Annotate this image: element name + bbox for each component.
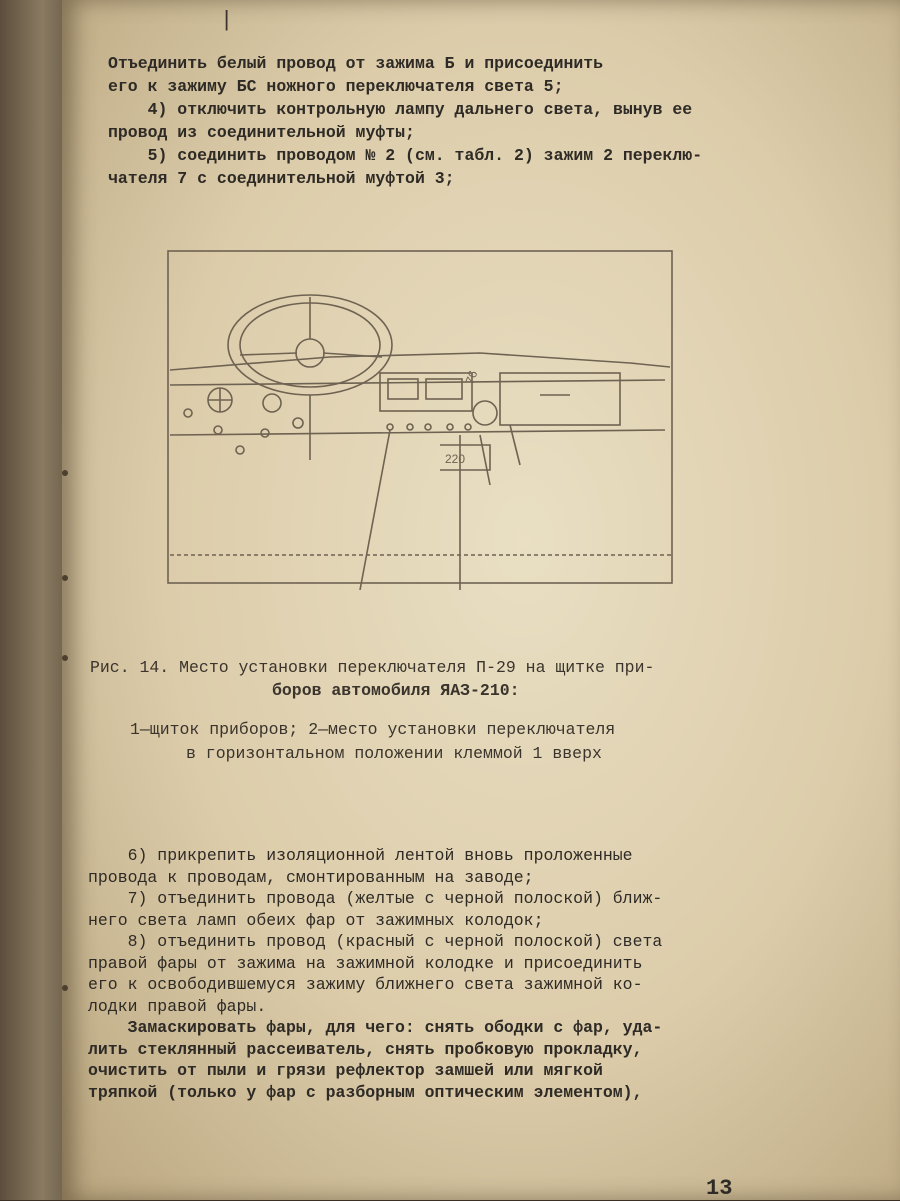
figure-legend <box>130 718 615 766</box>
caption-line: боров автомобиля ЯАЗ-210: <box>272 681 520 700</box>
text-line: правой фары от зажима на зажимной колодке и присоединить <box>88 953 643 973</box>
text-line: тряпкой (только у фар с разборным оптическим элементом), <box>88 1082 643 1102</box>
legend-line: 1—щиток приборов; 2—место установки переключателя <box>130 720 616 739</box>
text-line: лить стеклянный рассеиватель, снять пробковую прокладку, <box>88 1039 643 1059</box>
text-line: 4) отключить контрольную лампу дальнего света, вынув ее <box>108 100 693 119</box>
text-line: него света ламп обеих фар от зажимных колодок; <box>88 910 544 930</box>
figure-caption <box>90 656 770 702</box>
intro-paragraph <box>108 52 702 190</box>
text-line: чателя 7 с соединительной муфтой 3; <box>108 169 455 188</box>
text-line: его к освободившемуся зажиму ближнего света зажимной ко- <box>88 975 643 994</box>
text-line: очистить от пыли и грязи рефлектор замшей или мягкой <box>88 1061 603 1080</box>
switch-mount <box>473 401 497 425</box>
figure-label-220: 220 <box>445 452 466 466</box>
text-line: провода к проводам, смонтированным на заводе; <box>88 867 534 887</box>
text-line: 8) отъединить провод (красный с черной полоской) света <box>88 932 663 951</box>
text-line: Замаскировать фары, для чего: снять ободки с фар, уда- <box>88 1018 663 1037</box>
diagram-frame <box>168 251 672 583</box>
text-line: 5) соединить проводом № 2 (см. табл. 2) зажим 2 переклю- <box>108 146 703 165</box>
text-line: 7) отъединить провода (желтые с черной полоской) ближ- <box>88 889 663 908</box>
text-line: его к зажиму БС ножного переключателя света 5; <box>108 77 564 96</box>
page-top-mark: | <box>220 8 234 33</box>
steering-hub <box>296 339 324 367</box>
text-line: Отъединить белый провод от зажима Б и присоединить <box>108 54 604 73</box>
text-line: лодки правой фары. <box>88 996 267 1016</box>
dashboard-diagram <box>160 245 680 590</box>
text-line: провод из соединительной муфты; <box>108 123 415 142</box>
body-paragraph <box>88 845 662 1103</box>
stitch-hole <box>62 655 68 661</box>
legend-line: в горизонтальном положении клеммой 1 вверх <box>186 744 602 763</box>
text-line: 6) прикрепить изоляционной лентой вновь проложенные <box>88 846 633 865</box>
stitch-hole <box>62 985 68 991</box>
page-number: 13 <box>706 1176 733 1201</box>
caption-line: Рис. 14. Место установки переключателя П-29 на щитке при- <box>90 658 655 677</box>
stitch-hole <box>62 575 68 581</box>
stitch-hole <box>62 470 68 476</box>
book-binding-edge <box>0 0 70 1200</box>
figure-label-76: 76 <box>462 368 481 387</box>
